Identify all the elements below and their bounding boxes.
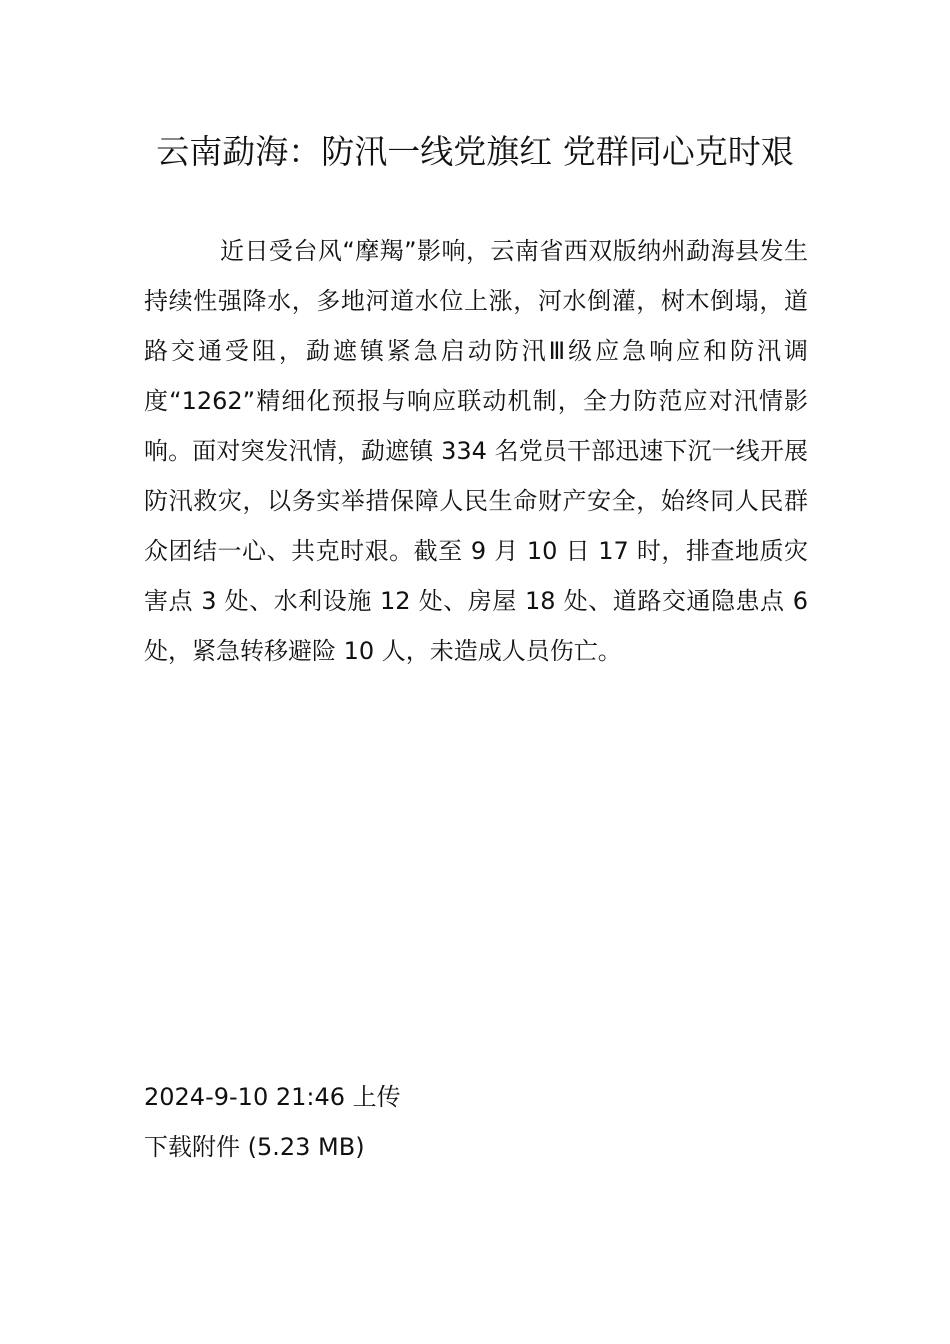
upload-timestamp: 2024-9-10 21:46 上传 — [144, 1083, 401, 1111]
download-attachment-link[interactable]: 下载附件 (5.23 MB) — [144, 1133, 365, 1161]
article-title: 云南勐海：防汛一线党旗红 党群同心克时艰 — [156, 132, 794, 171]
article-body: 近日受台风“摩羯”影响，云南省西双版纳州勐海县发生持续性强降水，多地河道水位上涨，河水倒灌，树木倒塌，道路交通受阻，勐遮镇紧急启动防汛Ⅲ级应急响应和防汛调度“1262”精细化预报与响应联动机制，全力防范应对汛情影响。面对突发汛情，勐遮镇 334 名党员干部迅速下沉一线开展防汛救灾，以务实举措保障人民生命财产安全，始终同人民群众团结一心、共克时艰。截至 9 月 10 日 17 时，排查地质灾害点 3 处、水利设施 12 处、房屋 18 处、道路交通隐患点 6 处，紧急转移避险 10 人，未造成人员伤亡。 — [144, 237, 808, 665]
